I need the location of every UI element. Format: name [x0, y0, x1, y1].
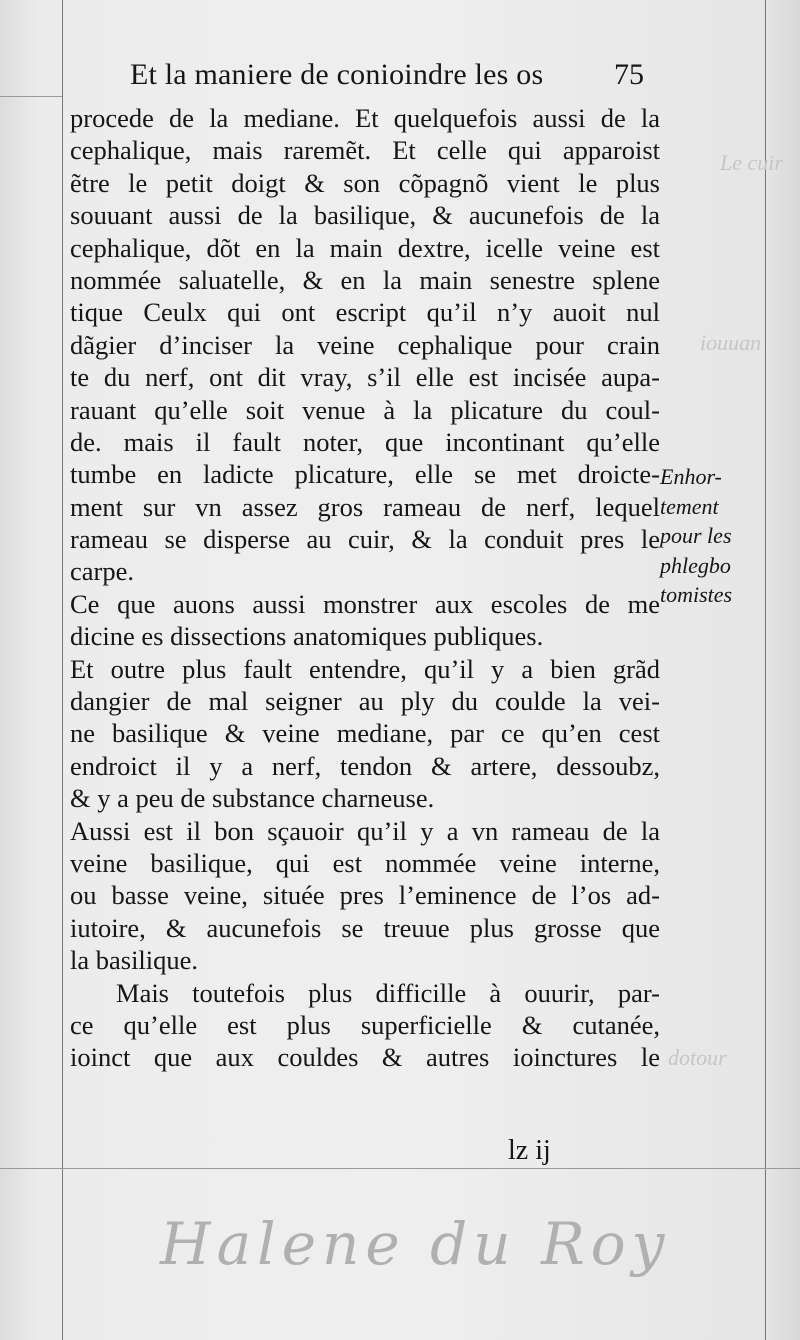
text-line: cephalique, mais raremẽt. Et celle qui apparoist	[70, 135, 660, 166]
text-line: ẽtre le petit doigt & son cõpagnõ vient le plus	[70, 167, 660, 198]
text-line: ne basilique & veine mediane, par ce qu’en cest	[70, 718, 660, 749]
margin-note-line: phlegbo	[660, 552, 731, 578]
text-line: tumbe en ladicte plicature, elle se met droicte-	[70, 459, 660, 490]
text-line: endroict il y a nerf, tendon & artere, dessoubz,	[70, 750, 660, 781]
text-line: cephalique, dõt en la main dextre, icelle veine est	[70, 232, 660, 263]
margin-note-line: pour les	[660, 523, 732, 548]
text-line: dãgier d’inciser la veine cephalique pour crain	[70, 329, 660, 360]
text-line: ioinct que aux couldes & autres ioinctures le	[70, 1042, 660, 1073]
text-line: iutoire, & aucunefois se treuue plus grosse que	[70, 912, 660, 943]
text-line: de. mais il fault noter, que incontinant qu’elle	[70, 426, 660, 457]
text-line: Aussi est il bon sçauoir qu’il y a vn rameau de la	[70, 815, 660, 846]
text-line: la basilique.	[70, 945, 199, 976]
header-rule	[0, 96, 62, 97]
show-through-text: Le cuir	[720, 150, 783, 175]
text-line: carpe.	[70, 556, 134, 587]
pencil-annotation: Halene du Roy	[160, 1210, 671, 1278]
margin-note-line: Enhor-	[660, 464, 722, 489]
running-title: Et la maniere de conioindre les os	[130, 58, 544, 91]
signature-mark: lz ij	[508, 1135, 551, 1166]
text-line: Mais toutefois plus difficille à ouurir, par-	[116, 977, 660, 1008]
text-line: veine basilique, qui est nommée veine interne,	[70, 847, 660, 878]
text-line: rameau se disperse au cuir, & la conduit pres le	[70, 524, 660, 555]
text-line: dicine es dissections anatomiques publiques.	[70, 621, 544, 652]
text-line: te du nerf, ont dit vray, s’il elle est incisée aupa-	[70, 362, 660, 393]
body-text	[70, 102, 660, 1074]
text-line: tique Ceulx qui ont escript qu’il n’y auoit nul	[70, 297, 660, 328]
show-through-text: dotour	[668, 1045, 727, 1070]
right-margin-rule	[765, 0, 766, 1340]
text-line: ou basse veine, située pres l’eminence de l’os ad-	[70, 880, 660, 911]
text-line: procede de la mediane. Et quelquefois aussi de la	[70, 103, 660, 133]
text-line: nommée saluatelle, & en la main senestre splene	[70, 264, 660, 295]
show-through-text: iouuan	[700, 330, 762, 355]
text-line: ment sur vn assez gros rameau de nerf, lequel	[70, 491, 660, 522]
text-line: Ce que auons aussi monstrer aux escoles de me	[70, 588, 660, 619]
margin-note-line: tement	[660, 493, 719, 519]
page-number: 75	[614, 58, 644, 91]
text-line: souuant aussi de la basilique, & aucunefois de la	[70, 200, 660, 231]
text-line: & y a peu de substance charneuse.	[70, 783, 435, 814]
text-line: Et outre plus fault entendre, qu’il y a bien grãd	[70, 653, 660, 684]
left-margin-rule	[62, 0, 63, 1340]
text-line: rauant qu’elle soit venue à la plicature du coul-	[70, 394, 660, 425]
margin-note-line: tomistes	[660, 582, 733, 607]
text-line: dangier de mal seigner au ply du coulde la vei-	[70, 686, 660, 717]
text-line: ce qu’elle est plus superficielle & cutanée,	[70, 1009, 660, 1040]
bottom-rule	[0, 1168, 800, 1169]
margin-note	[660, 462, 770, 610]
